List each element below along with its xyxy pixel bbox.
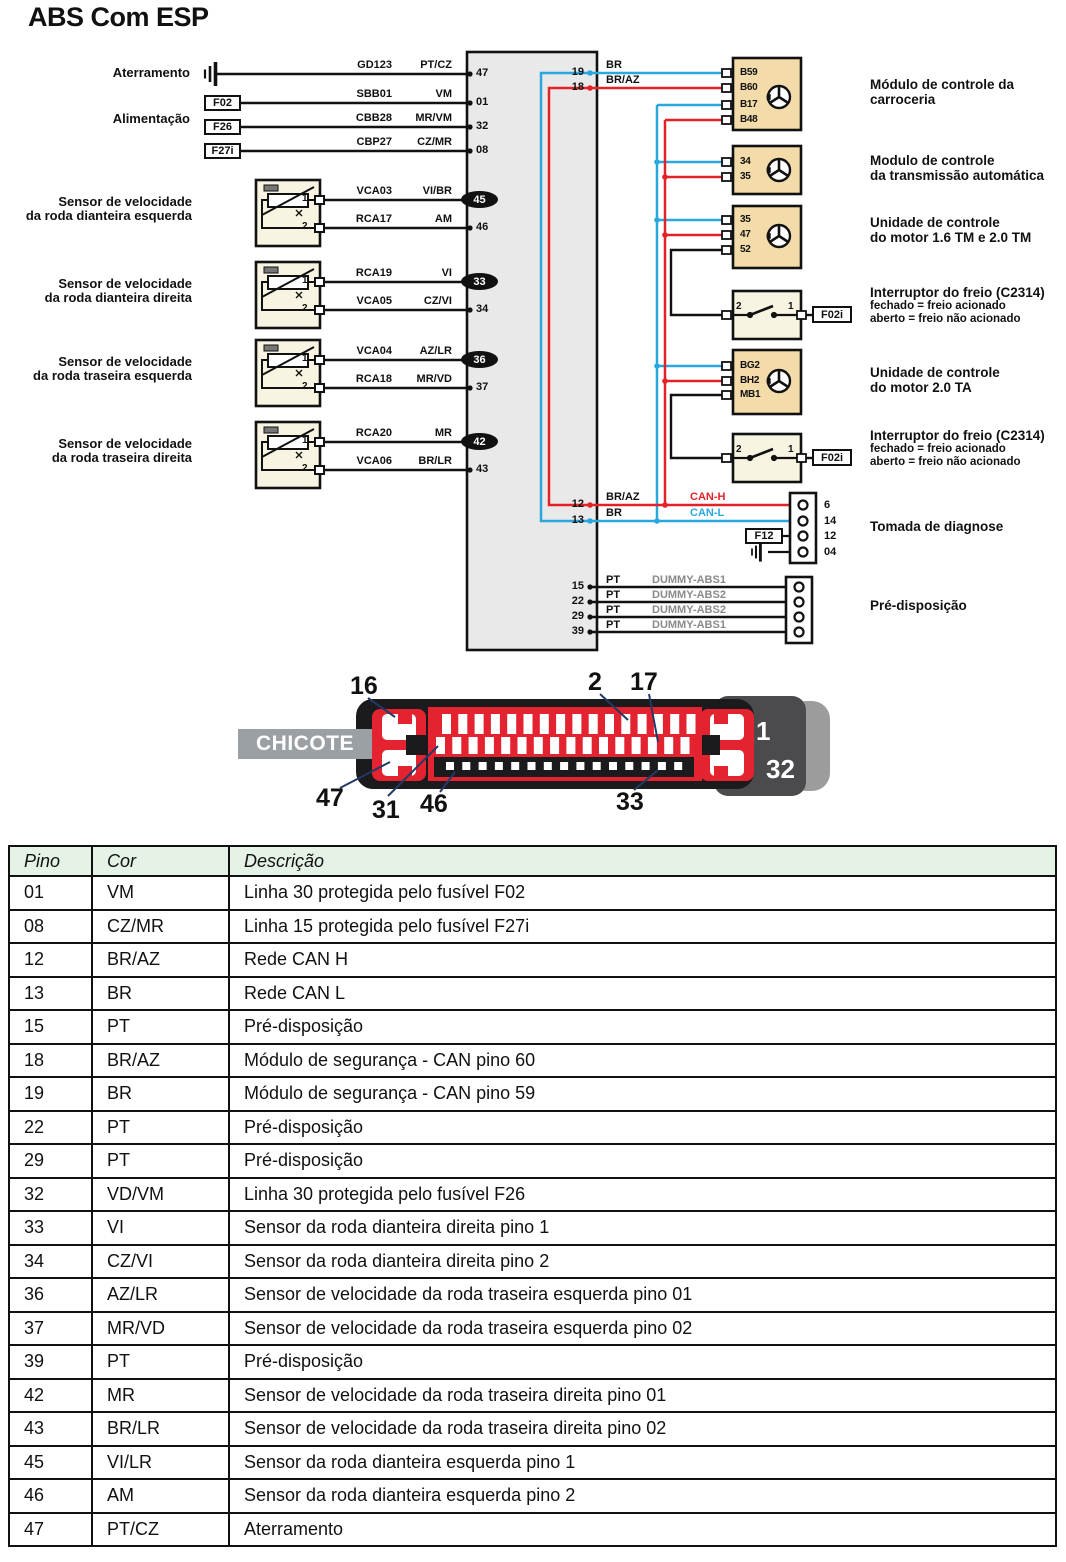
wire-code: RCA17 [355, 213, 392, 225]
table-row [9, 1513, 1056, 1547]
sensor-pin-2: 2 [302, 381, 308, 392]
cell-descricao: Sensor de velocidade da roda traseira direita pino 01 [229, 1379, 1056, 1413]
ecu-pin: 34 [476, 303, 489, 315]
wire-code: RCA20 [355, 427, 392, 439]
cell-pino: 19 [9, 1077, 92, 1111]
switch-pin: 1 [788, 444, 794, 455]
wire-color: PT [606, 589, 621, 601]
wire-name: DUMMY-ABS1 [652, 574, 726, 586]
fuse-f12: F12 [745, 528, 783, 544]
module-pin: B48 [740, 114, 758, 125]
cell-pino: 18 [9, 1044, 92, 1078]
module-icon [768, 86, 790, 108]
wire-code: VCA03 [356, 185, 392, 197]
wire-name: DUMMY-ABS2 [652, 604, 726, 616]
sensor-label: Sensor de velocidade da roda traseira direita [51, 436, 192, 465]
connector-callout-46: 46 [420, 790, 448, 818]
brake-switch-label: Interruptor do freio (C2314) fechado = freio acionado aberto = freio não acionado [870, 285, 1045, 325]
module-icon [768, 159, 790, 181]
sensor-pin-1: 1 [302, 435, 308, 446]
module-icon [768, 370, 790, 392]
connector-callout-17: 17 [630, 668, 658, 696]
sensor-pin-2: 2 [302, 303, 308, 314]
cell-pino: 13 [9, 977, 92, 1011]
cell-cor: VD/VM [92, 1178, 229, 1212]
diagnose-pin: 14 [824, 515, 837, 527]
ecu-pin: 19 [571, 66, 584, 78]
table-row [9, 1178, 1056, 1212]
cell-descricao: Sensor da roda dianteira direita pino 1 [229, 1211, 1056, 1245]
cell-pino: 08 [9, 910, 92, 944]
predisposition-connector [786, 577, 812, 643]
wire-color: BR/AZ [606, 491, 640, 503]
wheel-speed-sensor-icon [256, 262, 324, 328]
wire-color: VI/BR [422, 185, 452, 197]
cell-pino: 12 [9, 943, 92, 977]
cell-descricao: Pré-disposição [229, 1111, 1056, 1145]
module-pin: B17 [740, 99, 758, 110]
ecu-pin-highlight: 45 [461, 191, 498, 208]
cell-pino: 46 [9, 1479, 92, 1513]
table-row [9, 1010, 1056, 1044]
cell-cor: PT [92, 1010, 229, 1044]
wire-color: PT [606, 604, 621, 616]
predisposition-label: Pré-disposição [870, 598, 967, 613]
table-row [9, 1111, 1056, 1145]
ecu-pin-highlight: 33 [461, 273, 498, 290]
header-descricao: Descrição [229, 846, 1056, 876]
table-row [9, 977, 1056, 1011]
cell-cor: AM [92, 1479, 229, 1513]
fuse-f02i: F02i [812, 449, 852, 466]
cell-cor: CZ/MR [92, 910, 229, 944]
sensor-label: Sensor de velocidade da roda dianteira direita [44, 276, 192, 305]
page-title: ABS Com ESP [28, 2, 209, 32]
table-row [9, 1144, 1056, 1178]
ecu-pin: 22 [571, 595, 584, 607]
cell-descricao: Sensor da roda dianteira esquerda pino 2 [229, 1479, 1056, 1513]
cell-pino: 32 [9, 1178, 92, 1212]
cell-cor: VM [92, 876, 229, 910]
cell-cor: MR [92, 1379, 229, 1413]
wire-color: BR [606, 507, 622, 519]
header-pino: Pino [9, 846, 92, 876]
ecu-pin: 01 [476, 96, 489, 108]
connector-callout-1: 1 [756, 716, 771, 746]
switch-pin: 2 [736, 444, 742, 455]
ecu-pin: 29 [571, 610, 584, 622]
wire-color: CZ/VI [423, 295, 452, 307]
header-cor: Cor [92, 846, 229, 876]
cell-cor: PT [92, 1345, 229, 1379]
sensor-pin-1: 1 [302, 353, 308, 364]
wire-name: DUMMY-ABS1 [652, 619, 726, 631]
brake-switch-label: Interruptor do freio (C2314) fechado = freio acionado aberto = freio não acionado [870, 428, 1045, 468]
cell-pino: 34 [9, 1245, 92, 1279]
table-row [9, 943, 1056, 977]
cell-cor: VI [92, 1211, 229, 1245]
cell-pino: 43 [9, 1412, 92, 1446]
table-row [9, 1211, 1056, 1245]
wire-color: CZ/MR [417, 136, 452, 148]
wheel-speed-sensor-icon [256, 180, 324, 246]
cell-descricao: Linha 30 protegida pelo fusível F02 [229, 876, 1056, 910]
module-pin: 52 [740, 244, 751, 255]
ground-icon [752, 542, 760, 561]
cell-pino: 42 [9, 1379, 92, 1413]
cell-descricao: Aterramento [229, 1513, 1056, 1547]
ecu-pin: 08 [476, 144, 489, 156]
module-pin: MB1 [740, 389, 761, 400]
wire-color: AZ/LR [419, 345, 452, 357]
cell-cor: AZ/LR [92, 1278, 229, 1312]
ecu-pin: 47 [476, 67, 489, 79]
module-pin: 35 [740, 171, 751, 182]
cell-cor: BR [92, 1077, 229, 1111]
cell-descricao: Linha 30 protegida pelo fusível F26 [229, 1178, 1056, 1212]
cell-pino: 29 [9, 1144, 92, 1178]
fuse-f27i: F27i [204, 143, 241, 159]
cell-descricao: Sensor da roda dianteira esquerda pino 1 [229, 1446, 1056, 1480]
table-row [9, 1379, 1056, 1413]
ecu-pin: 32 [476, 120, 489, 132]
cell-descricao: Pré-disposição [229, 1345, 1056, 1379]
switch-pin: 1 [788, 301, 794, 312]
table-row [9, 1044, 1056, 1078]
sensor-pin-2: 2 [302, 463, 308, 474]
cell-pino: 39 [9, 1345, 92, 1379]
cell-descricao: Linha 15 protegida pelo fusível F27i [229, 910, 1056, 944]
ecu-pin: 15 [571, 580, 584, 592]
wire-color: MR/VM [415, 112, 452, 124]
harness-banner: CHICOTE [238, 729, 372, 759]
power-section-label: Alimentação [112, 111, 190, 126]
cell-pino: 15 [9, 1010, 92, 1044]
can-h-label: CAN-H [690, 491, 726, 503]
pin-table-body [9, 876, 1056, 1546]
ecu-pin: 12 [571, 498, 584, 510]
table-row [9, 1479, 1056, 1513]
diagnose-pin: 6 [824, 499, 831, 511]
wire-code: VCA04 [356, 345, 392, 357]
connector-callout-31: 31 [372, 796, 400, 824]
cell-descricao: Sensor de velocidade da roda traseira esquerda pino 02 [229, 1312, 1056, 1346]
cell-pino: 47 [9, 1513, 92, 1547]
diagnose-pin: 04 [824, 546, 837, 558]
cell-cor: VI/LR [92, 1446, 229, 1480]
wire-color: PT/CZ [420, 59, 452, 71]
cell-descricao: Pré-disposição [229, 1010, 1056, 1044]
module-label: Unidade de controle do motor 1.6 TM e 2.0 TM [870, 215, 1032, 245]
sensor-pin-1: 1 [302, 275, 308, 286]
table-row [9, 1446, 1056, 1480]
table-row [9, 1345, 1056, 1379]
connector-callout-32: 32 [766, 754, 795, 784]
cell-descricao: Sensor da roda dianteira direita pino 2 [229, 1245, 1056, 1279]
module-pin-tabs [722, 69, 731, 399]
cell-descricao: Módulo de segurança - CAN pino 59 [229, 1077, 1056, 1111]
fuse-f02i: F02i [812, 306, 852, 323]
ground-icon [205, 62, 216, 86]
ecu-pin: 13 [571, 514, 584, 526]
connector-callout-2: 2 [588, 668, 602, 696]
wire-color: BR/LR [418, 455, 452, 467]
wire-code: CBP27 [356, 136, 392, 148]
wire-color: BR/AZ [606, 74, 640, 86]
wire-code: GD123 [357, 59, 392, 71]
cell-cor: PT/CZ [92, 1513, 229, 1547]
wire-color: MR/VD [416, 373, 452, 385]
wire-code: RCA18 [355, 373, 392, 385]
module-pin: BG2 [740, 360, 760, 371]
connector-callout-16: 16 [350, 672, 378, 700]
cell-cor: BR/AZ [92, 943, 229, 977]
switch-pin: 2 [736, 301, 742, 312]
ground-section-label: Aterramento [112, 65, 190, 80]
wire-color: PT [606, 619, 621, 631]
module-pin: B59 [740, 67, 758, 78]
cell-cor: PT [92, 1111, 229, 1145]
cell-descricao: Rede CAN L [229, 977, 1056, 1011]
connector-callout-47: 47 [316, 784, 344, 812]
cell-descricao: Rede CAN H [229, 943, 1056, 977]
table-row [9, 876, 1056, 910]
wire-color: VI [441, 267, 452, 279]
cell-pino: 45 [9, 1446, 92, 1480]
cell-cor: MR/VD [92, 1312, 229, 1346]
wire-name: DUMMY-ABS2 [652, 589, 726, 601]
ecu-pin: 43 [476, 463, 489, 475]
pin-table [8, 845, 1057, 1547]
wire-color: BR [606, 59, 622, 71]
cell-pino: 37 [9, 1312, 92, 1346]
module-label: Modulo de controle da transmissão automática [870, 153, 1045, 183]
wire-code: SBB01 [356, 88, 392, 100]
fuse-f02: F02 [204, 95, 241, 111]
table-row [9, 1278, 1056, 1312]
cell-pino: 36 [9, 1278, 92, 1312]
wheel-speed-sensor-icon [256, 422, 324, 488]
cell-cor: BR [92, 977, 229, 1011]
cell-cor: CZ/VI [92, 1245, 229, 1279]
module-pin: 35 [740, 214, 751, 225]
sensor-pin-1: 1 [302, 193, 308, 204]
can-l-label: CAN-L [690, 507, 725, 519]
ecu-pin-highlight: 36 [461, 351, 498, 368]
wire-code: RCA19 [355, 267, 392, 279]
wire-color: AM [434, 213, 452, 225]
can-high-junctions [587, 85, 668, 508]
table-row [9, 910, 1056, 944]
ecu-pin: 37 [476, 381, 489, 393]
cell-descricao: Sensor de velocidade da roda traseira direita pino 02 [229, 1412, 1056, 1446]
wire-color: MR [434, 427, 452, 439]
table-row [9, 1245, 1056, 1279]
module-icon [768, 225, 790, 247]
module-pin: BH2 [740, 375, 760, 386]
sensor-pin-2: 2 [302, 221, 308, 232]
wire-color: VM [435, 88, 452, 100]
connector-callout-33: 33 [616, 788, 644, 816]
module-pin: B60 [740, 82, 758, 93]
cell-pino: 01 [9, 876, 92, 910]
module-pin: 34 [740, 156, 751, 167]
diagnose-pin: 12 [824, 530, 837, 542]
table-row [9, 1312, 1056, 1346]
ecu-pin: 18 [571, 81, 584, 93]
sensor-label: Sensor de velocidade da roda traseira esquerda [33, 354, 192, 383]
wire-code: CBB28 [355, 112, 392, 124]
cell-cor: BR/AZ [92, 1044, 229, 1078]
cell-descricao: Pré-disposição [229, 1144, 1056, 1178]
ecu-pin-highlight: 42 [461, 433, 498, 450]
fuse-f26: F26 [204, 119, 241, 135]
ecu-pin: 39 [571, 625, 584, 637]
wire-code: VCA06 [356, 455, 392, 467]
table-row [9, 1077, 1056, 1111]
cell-descricao: Módulo de segurança - CAN pino 60 [229, 1044, 1056, 1078]
wire-color: PT [606, 574, 621, 586]
cell-cor: PT [92, 1144, 229, 1178]
ecu-pin: 46 [476, 221, 489, 233]
cell-cor: BR/LR [92, 1412, 229, 1446]
table-row [9, 1412, 1056, 1446]
diagnose-label: Tomada de diagnose [870, 519, 1004, 534]
cell-pino: 33 [9, 1211, 92, 1245]
sensor-label: Sensor de velocidade da roda dianteira esquerda [25, 194, 192, 223]
module-label: Módulo de controle da carroceria [870, 77, 1014, 107]
table-header-row [9, 846, 1056, 876]
module-label: Unidade de controle do motor 2.0 TA [870, 365, 1000, 395]
wheel-speed-sensor-icon [256, 340, 324, 406]
cell-descricao: Sensor de velocidade da roda traseira esquerda pino 01 [229, 1278, 1056, 1312]
cell-pino: 22 [9, 1111, 92, 1145]
wire-code: VCA05 [356, 295, 392, 307]
module-pin: 47 [740, 229, 751, 240]
